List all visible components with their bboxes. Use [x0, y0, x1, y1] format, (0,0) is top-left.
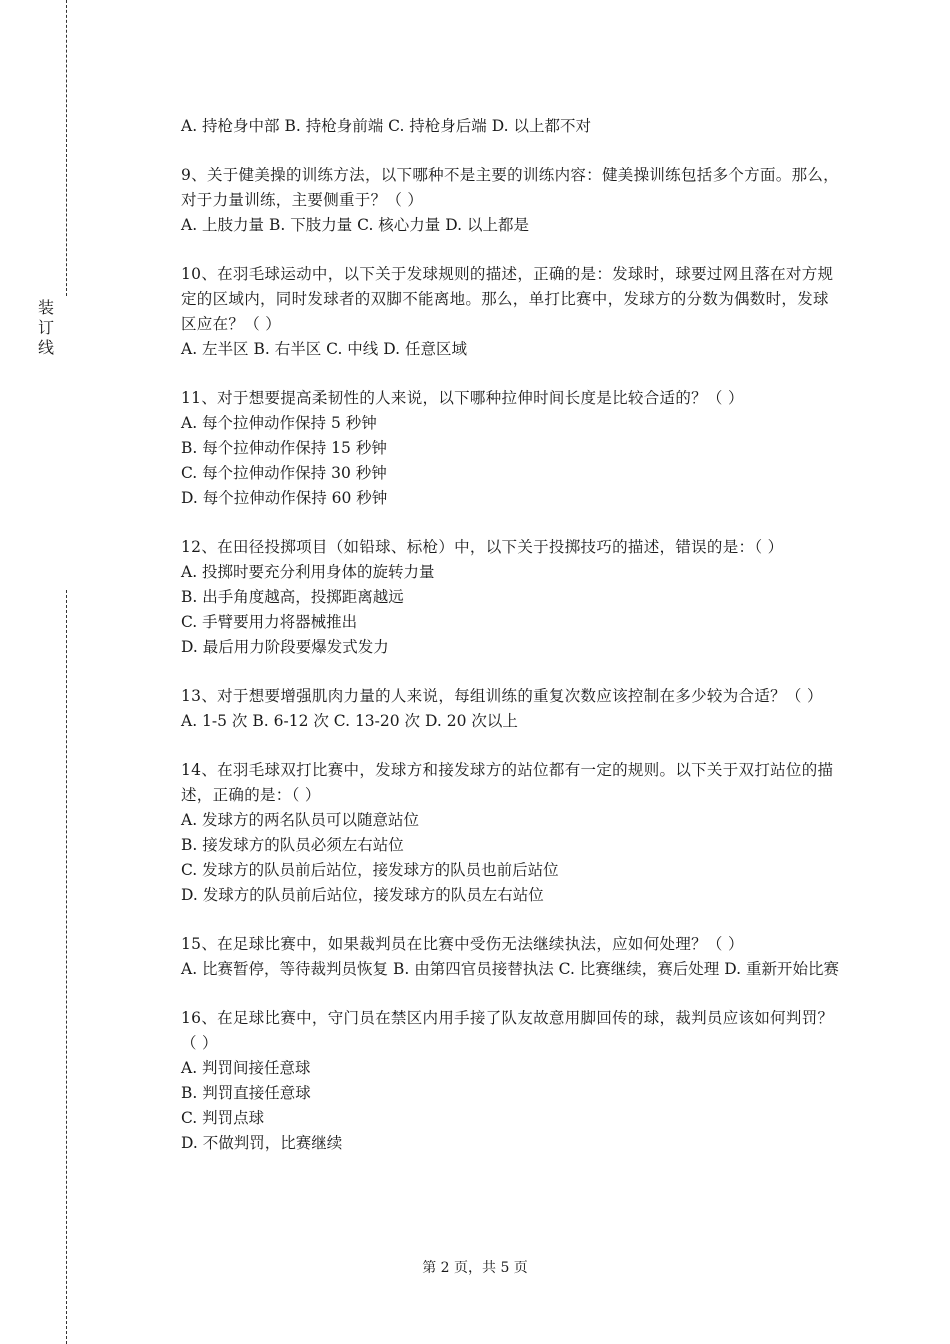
question-options: A. 左半区 B. 右半区 C. 中线 D. 任意区域 — [181, 340, 467, 358]
question-block — [181, 684, 841, 734]
binding-dashed-line-top — [66, 0, 67, 296]
question-text: 12、在田径投掷项目（如铅球、标枪）中，以下关于投掷技巧的描述，错误的是：（ ） — [181, 538, 784, 556]
question-option: A. 每个拉伸动作保持 5 秒钟 — [181, 414, 377, 432]
question-block — [181, 114, 841, 139]
question-option: A. 判罚间接任意球 — [181, 1059, 311, 1077]
question-block — [181, 262, 841, 362]
binding-dashed-line-bottom — [66, 590, 67, 1344]
question-option: D. 不做判罚，比赛继续 — [181, 1134, 343, 1152]
question-option: C. 每个拉伸动作保持 30 秒钟 — [181, 464, 387, 482]
question-options: A. 上肢力量 B. 下肢力量 C. 核心力量 D. 以上都是 — [181, 216, 529, 234]
question-block — [181, 758, 841, 908]
question-option: B. 每个拉伸动作保持 15 秒钟 — [181, 439, 387, 457]
question-option: B. 出手角度越高，投掷距离越远 — [181, 588, 404, 606]
question-text: 11、对于想要提高柔韧性的人来说，以下哪种拉伸时间长度是比较合适的？（ ） — [181, 389, 744, 407]
question-block — [181, 163, 841, 238]
question-options: A. 持枪身中部 B. 持枪身前端 C. 持枪身后端 D. 以上都不对 — [181, 117, 591, 135]
binding-char: 线 — [37, 338, 54, 357]
question-option: A. 投掷时要充分利用身体的旋转力量 — [181, 563, 435, 581]
binding-char: 订 — [37, 318, 54, 337]
question-text: 13、对于想要增强肌肉力量的人来说，每组训练的重复次数应该控制在多少较为合适？（ ） — [181, 687, 823, 705]
question-option: C. 发球方的队员前后站位，接发球方的队员也前后站位 — [181, 861, 559, 879]
question-option: C. 判罚点球 — [181, 1109, 265, 1127]
question-block — [181, 386, 841, 511]
question-option: D. 每个拉伸动作保持 60 秒钟 — [181, 489, 388, 507]
question-block — [181, 1006, 841, 1156]
question-list — [181, 114, 841, 1180]
question-block — [181, 932, 841, 982]
question-text: 9、关于健美操的训练方法，以下哪种不是主要的训练内容：健美操训练包括多个方面。那么，对于力量训练，主要侧重于？（ ） — [181, 166, 839, 209]
question-option: C. 手臂要用力将器械推出 — [181, 613, 358, 631]
question-option: A. 发球方的两名队员可以随意站位 — [181, 811, 420, 829]
page-footer: 第 2 页，共 5 页 — [422, 1260, 528, 1276]
binding-char: 装 — [37, 298, 54, 317]
question-block — [181, 535, 841, 660]
binding-label — [36, 298, 56, 358]
question-text: 16、在足球比赛中，守门员在禁区内用手接了队友故意用脚回传的球，裁判员应该如何判罚？（ ） — [181, 1009, 834, 1052]
question-text: 15、在足球比赛中，如果裁判员在比赛中受伤无法继续执法，应如何处理？（ ） — [181, 935, 744, 953]
question-text: 10、在羽毛球运动中，以下关于发球规则的描述，正确的是：发球时，球要过网且落在对方规定的区域内，同时发球者的双脚不能离地。那么，单打比赛中，发球方的分数为偶数时，发球区应在？（ ） — [181, 265, 834, 333]
question-option: D. 最后用力阶段要爆发式发力 — [181, 638, 389, 656]
question-option: D. 发球方的队员前后站位，接发球方的队员左右站位 — [181, 886, 544, 904]
question-option: B. 判罚直接任意球 — [181, 1084, 311, 1102]
question-options: A. 比赛暂停，等待裁判员恢复 B. 由第四官员接替执法 C. 比赛继续，赛后处理 D. 重新开始比赛 — [181, 960, 839, 978]
question-options: A. 1-5 次 B. 6-12 次 C. 13-20 次 D. 20 次以上 — [181, 712, 518, 730]
question-text: 14、在羽毛球双打比赛中，发球方和接发球方的站位都有一定的规则。以下关于双打站位的描述，正确的是：（ ） — [181, 761, 834, 804]
question-option: B. 接发球方的队员必须左右站位 — [181, 836, 404, 854]
